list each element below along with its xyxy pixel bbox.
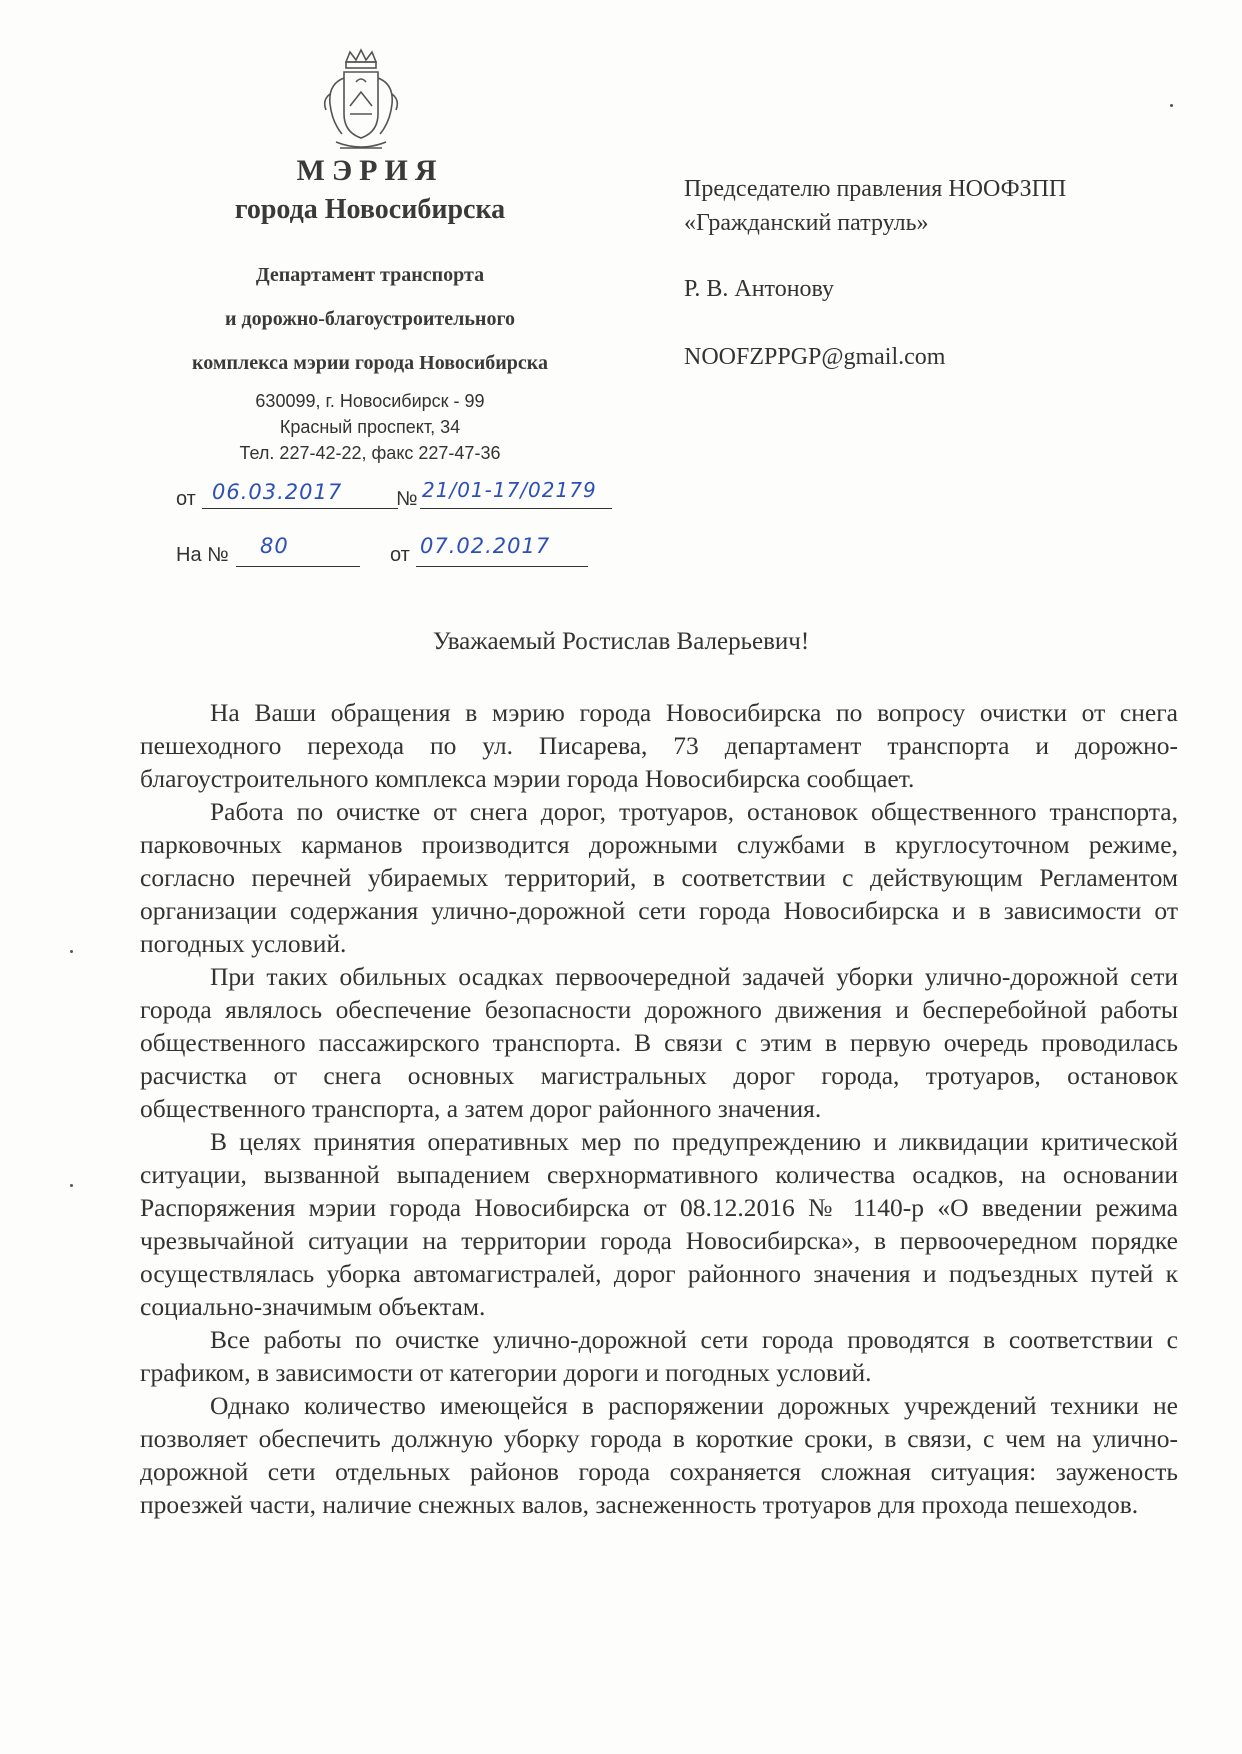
ref-from-label: от (390, 544, 410, 566)
ref-number: 80 (260, 534, 289, 558)
department-line-3: комплекса мэрии города Новосибирска (191, 352, 549, 374)
scan-speck (70, 950, 73, 953)
address-line-2: Красный проспект, 34 (279, 417, 461, 437)
org-title: МЭРИЯ (296, 154, 444, 187)
department-line-2: и дорожно-благоустроительного (224, 308, 516, 330)
reg-number: 21/01-17/02179 (422, 478, 597, 502)
scan-speck (1170, 104, 1173, 107)
recipient-organization: «Гражданский патруль» (684, 210, 929, 236)
ref-date: 07.02.2017 (420, 534, 551, 558)
recipient-email: NOOFZPPGP@gmail.com (684, 344, 946, 370)
recipient-title: Председателю правления НООФЗПП (684, 176, 1067, 202)
paragraph-2: Работа по очистке от снега дорог, тротуаров, остановок общественного транспорта, парковочных карманов производится дорожными службами в круглосуточном режиме, согласно перечней убираемых территорий, в соответствии с действующим Регламентом организации содержания улично-дорожной сети города Новосибирска и в зависимости от погодных условий. (140, 797, 1178, 958)
paragraph-4: В целях принятия оперативных мер по предупреждению и ликвидации критической ситуации, вызванной выпадением сверхнормативного количества осадков, на основании Распоряжения мэрии города Новосибирска от 08.12.2016 № 1140-р «О введении режима чрезвычайной ситуации на территории города Новосибирска», в первоочередном порядке осуществлялась уборка автомагистралей, дорог районного значения и подъездных путей к социально-значимым объектам. (140, 1127, 1178, 1321)
paragraph-6: Однако количество имеющейся в распоряжении дорожных учреждений техники не позволяет обеспечить должную уборку города в короткие сроки, в связи, с чем на улично-дорожной сети отдельных районов города сохраняется сложная ситуация: зауженость проезжей части, наличие снежных валов, заснеженность тротуаров для прохода пешеходов. (140, 1391, 1178, 1519)
ref-number-underline (236, 544, 360, 567)
letter-body (140, 696, 1178, 1521)
city-emblem-icon (318, 48, 404, 156)
registration-line (176, 478, 636, 514)
paragraph-3: При таких обильных осадках первоочередной задачей уборки улично-дорожной сети города являлось обеспечение безопасности дорожного движения и бесперебойной работы общественного пассажирского транспорта. В связи с этим в первую очередь проводилась расчистка от снега основных магистральных дорог города, тротуаров, остановок общественного транспорта, а затем дорог районного значения. (140, 962, 1178, 1123)
reference-line (176, 534, 616, 570)
reg-from-label: от (176, 488, 196, 510)
ref-number-label: На № (176, 544, 229, 566)
salutation: Уважаемый Ростислав Валерьевич! (432, 628, 810, 655)
address-line-3: Тел. 227-42-22, факс 227-47-36 (239, 443, 501, 463)
department-line-1: Департамент транспорта (255, 264, 485, 286)
reg-date: 06.03.2017 (212, 480, 343, 504)
recipient-name: Р. В. Антонову (684, 276, 835, 302)
scan-speck (70, 1184, 73, 1187)
paragraph-5: Все работы по очистке улично-дорожной сети города проводятся в соответствии с графиком, в зависимости от категории дороги и погодных условий. (140, 1325, 1178, 1387)
paragraph-1: На Ваши обращения в мэрию города Новосибирска по вопросу очистки от снега пешеходного перехода по ул. Писарева, 73 департамент транспорта и дорожно-благоустроительного комплекса мэрии города Новосибирска сообщает. (140, 698, 1178, 793)
reg-number-label: № (396, 488, 418, 510)
address-line-1: 630099, г. Новосибирск - 99 (255, 391, 485, 411)
org-city: города Новосибирска (234, 194, 506, 225)
